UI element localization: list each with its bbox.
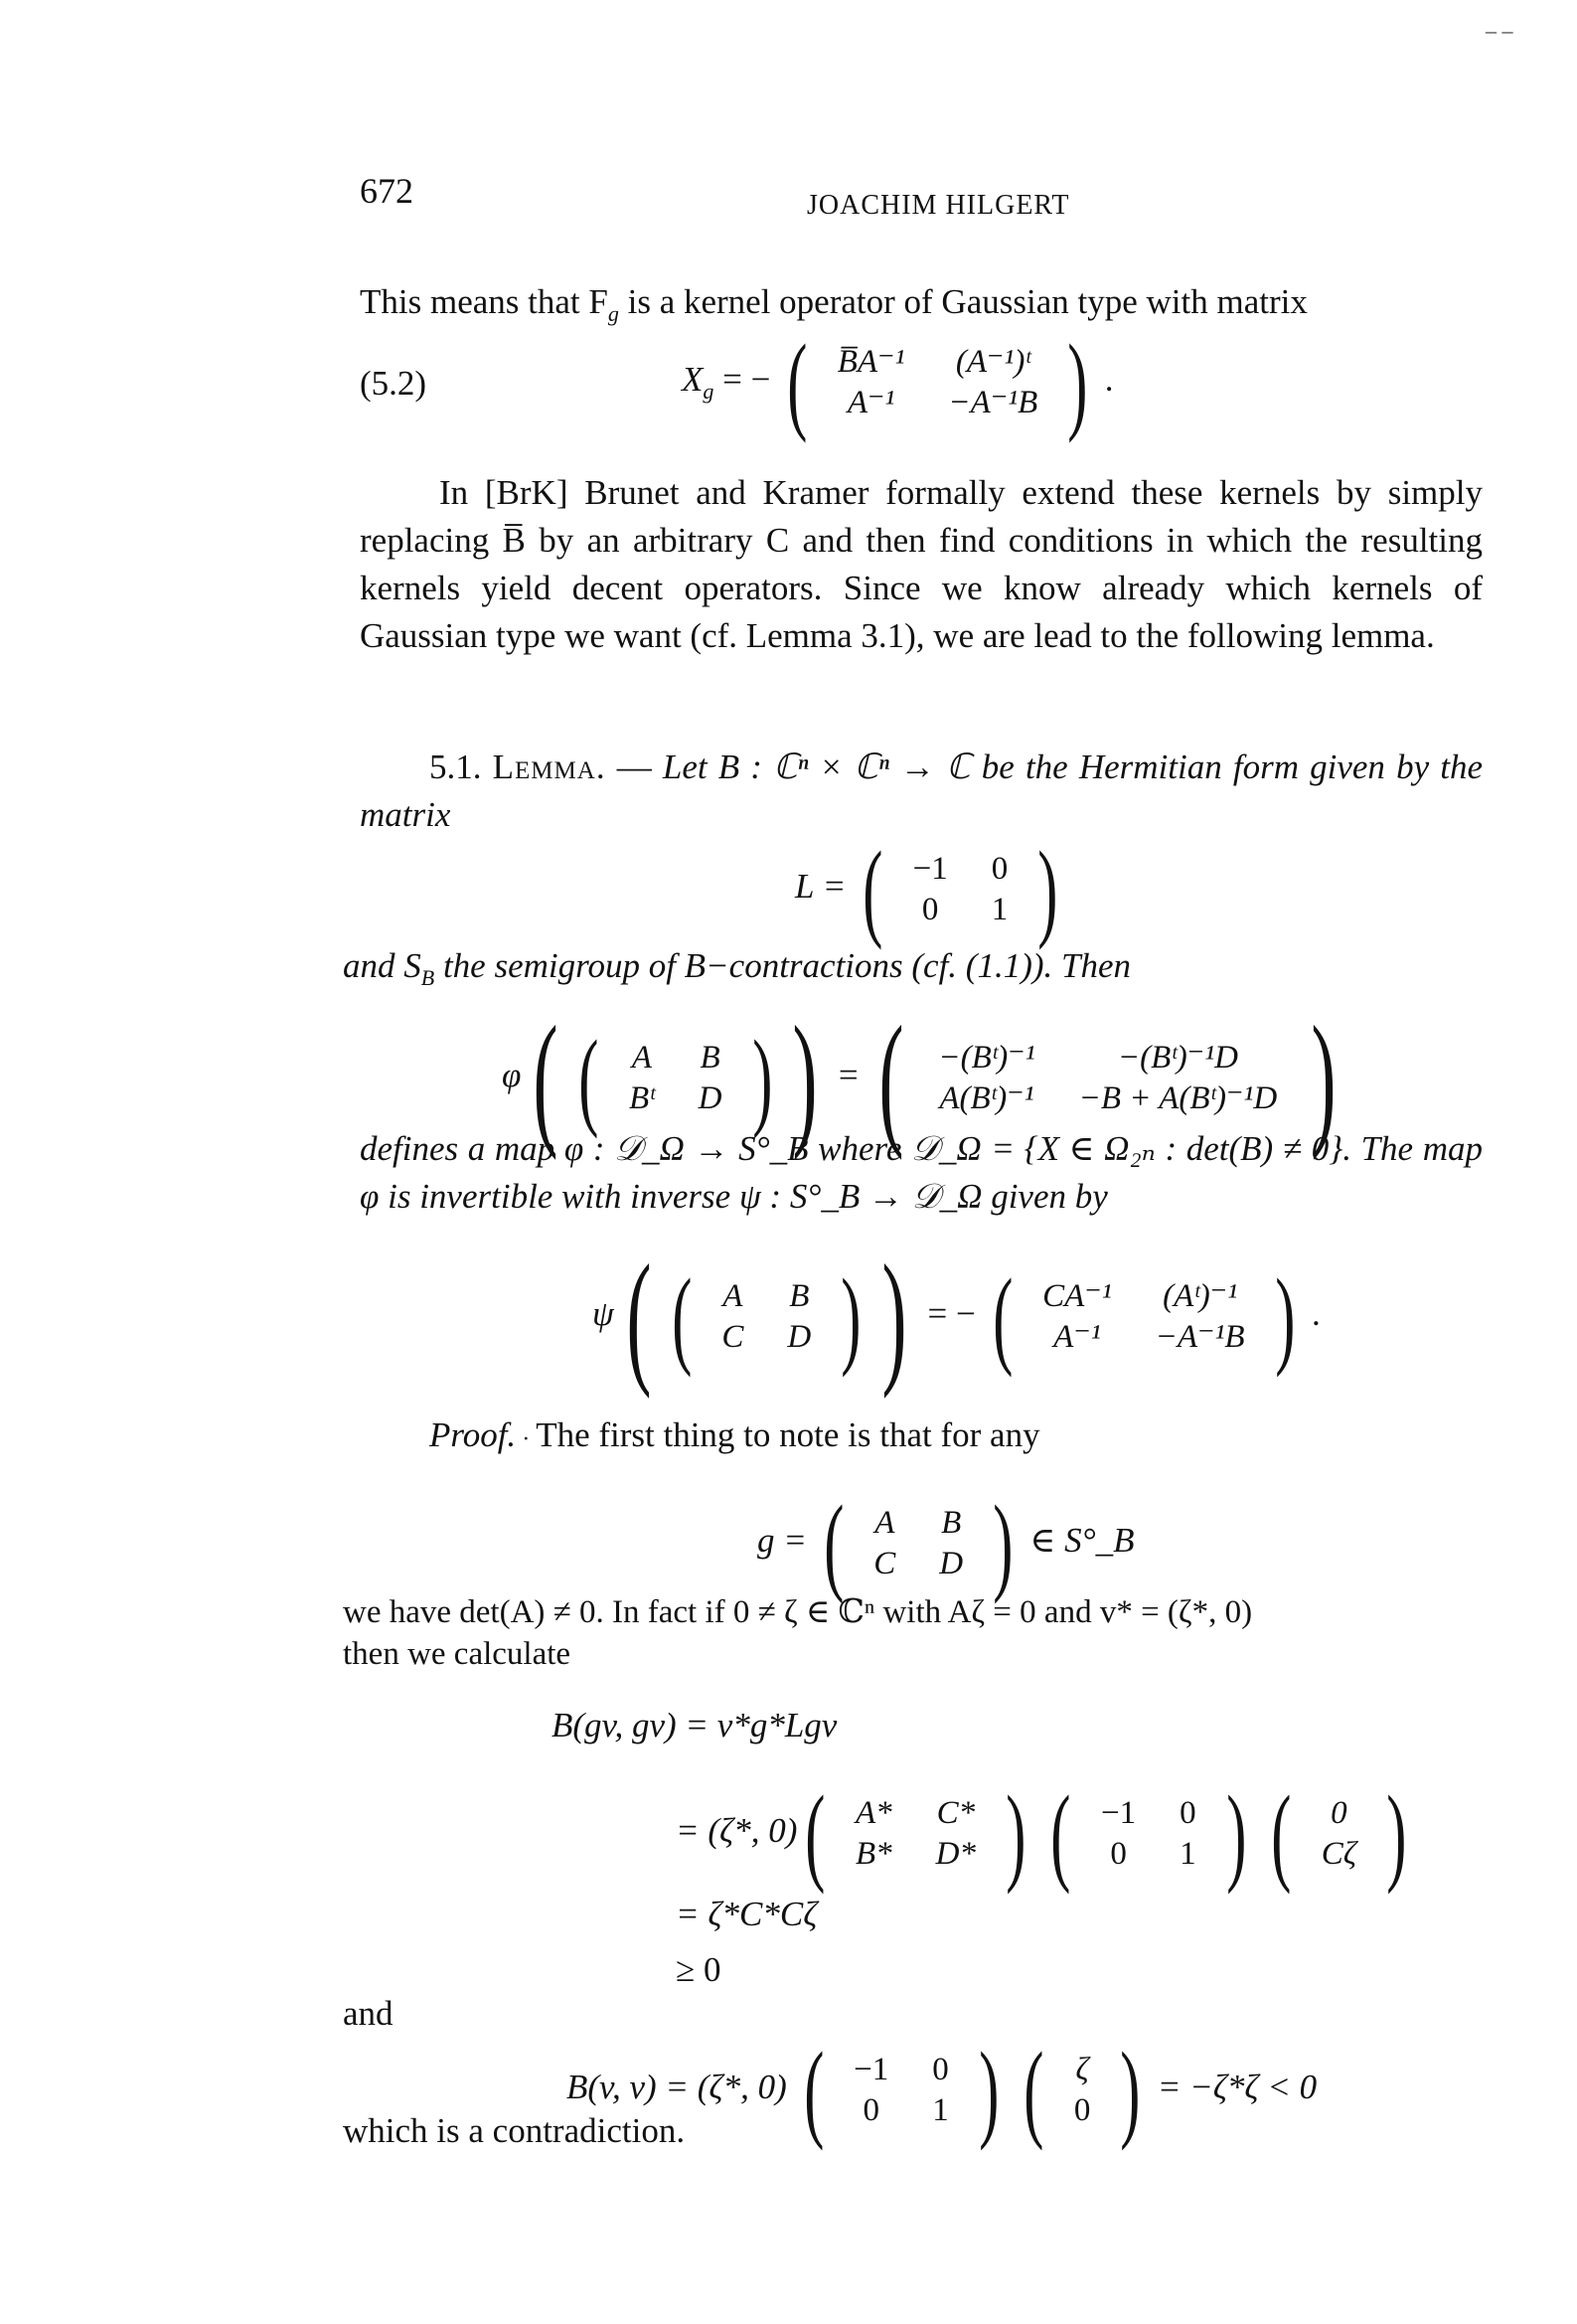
matrix-cell: 0	[1110, 1836, 1127, 1872]
matrix-cell: C*	[936, 1795, 976, 1831]
proof-line	[429, 1411, 1040, 1458]
matrix-cell: B	[789, 1278, 810, 1314]
phi-output-matrix	[916, 1038, 1299, 1119]
matrix-cell: C	[721, 1319, 744, 1355]
corner-marks: – –	[1486, 18, 1513, 43]
g-matrix-equation	[757, 1483, 1135, 1604]
g-matrix	[852, 1503, 985, 1584]
and-word: and	[343, 1994, 394, 2033]
right-paren: )	[1037, 829, 1058, 950]
left-paren: (	[578, 1018, 599, 1139]
phi-symbol: φ	[502, 1056, 522, 1095]
matrix-cell: A*	[856, 1795, 892, 1831]
right-paren: )	[1225, 1773, 1247, 1895]
right-paren: )	[979, 2030, 1000, 2151]
proof-conclusion: which is a contradiction.	[343, 2111, 686, 2150]
proof-text: The first thing to note is that for any	[536, 1415, 1040, 1454]
matrix-cell: −1	[1101, 1795, 1137, 1831]
right-paren: )	[1120, 2030, 1141, 2151]
right-paren: )	[1386, 1773, 1407, 1895]
matrix-cell: (Aᵗ)⁻¹	[1163, 1278, 1238, 1314]
left-paren: (	[805, 1773, 826, 1895]
left-paren: (	[878, 996, 904, 1161]
g-lhs: g =	[757, 1521, 807, 1561]
equals-sign: =	[838, 1056, 859, 1095]
matrix-cell: D	[787, 1319, 812, 1355]
proof-line2: we have det(A) ≠ 0. In fact if 0 ≠ ζ ∈ ℂⁿ with Aζ = 0 and v* = (ζ*, 0)	[343, 1594, 1253, 1630]
left-paren: (	[803, 2030, 824, 2151]
matrix-cell: A	[631, 1040, 652, 1076]
right-paren: )	[881, 1235, 907, 1400]
psi-map-equation	[592, 1235, 1321, 1400]
matrix-cell: 0	[921, 892, 939, 927]
equation-5-2	[682, 322, 1114, 443]
matrix-L	[795, 829, 1066, 950]
calc2-pre: = (ζ*, 0)	[676, 1811, 798, 1851]
lemma-dash: —	[605, 747, 663, 786]
matrix-cell: B*	[856, 1836, 892, 1872]
matrix-cell: 1	[1180, 1836, 1196, 1872]
eq-sign: = −	[713, 360, 771, 400]
matrix-cell: 0	[1073, 2092, 1091, 2128]
right-paren: )	[751, 1018, 772, 1139]
lemma-line3: defines a map φ : 𝒟_Ω → S°_B where 𝒟_Ω = {X ∈ Ω₂ₙ : det(B) ≠ 0}. The map φ is invertible with inverse ψ : S°_B → 𝒟_Ω given by	[360, 1129, 1483, 1216]
l-matrix	[1079, 1793, 1218, 1875]
matrix-cell: Bᵗ	[628, 1080, 655, 1116]
eq-end: .	[1104, 360, 1114, 400]
matrix-cell: 1	[991, 892, 1009, 927]
calc-line-2	[676, 1773, 1415, 1895]
calc5-post: = −ζ*ζ < 0	[1157, 2068, 1318, 2107]
matrix-l-table	[891, 849, 1030, 930]
proof-label: Proof.	[429, 1415, 517, 1454]
eq-lhs-sub: g	[703, 379, 714, 405]
matrix-cell: D	[698, 1080, 722, 1116]
matrix-cell: D*	[935, 1836, 977, 1872]
matrix-cell: −1	[854, 2052, 889, 2087]
right-paren: )	[841, 1256, 862, 1378]
right-paren: )	[1274, 1256, 1295, 1378]
right-paren: )	[1067, 322, 1088, 443]
matrix-cell: 0	[1180, 1795, 1196, 1831]
left-paren: (	[626, 1235, 652, 1400]
eq-lhs: X	[682, 360, 704, 400]
left-paren: (	[1050, 1773, 1071, 1895]
left-paren: (	[1024, 2030, 1044, 2151]
matrix-cell: A⁻¹	[1053, 1319, 1101, 1355]
left-paren: (	[533, 996, 558, 1161]
left-paren: (	[671, 1256, 693, 1378]
matrix-cell: ζ	[1075, 2052, 1089, 2087]
intro-line	[360, 278, 1308, 329]
matrix-cell: 0	[863, 2092, 879, 2128]
running-title: JOACHIM HILGERT	[807, 190, 1070, 221]
right-paren: )	[993, 1483, 1014, 1604]
matrix-cell: −(Bᵗ)⁻¹D	[1117, 1040, 1238, 1076]
matrix-cell: C	[873, 1546, 896, 1581]
proof-line3: then we calculate	[343, 1636, 571, 1672]
proof-sep: ·	[516, 1426, 537, 1452]
L-lhs: L =	[795, 867, 847, 907]
left-paren: (	[992, 1256, 1013, 1378]
right-paren: )	[1006, 1773, 1026, 1895]
l-matrix	[832, 2050, 971, 2131]
matrix-cell: A	[722, 1278, 743, 1314]
left-paren: (	[1271, 1773, 1292, 1895]
matrix-cell: 0	[932, 2052, 949, 2087]
psi-symbol: ψ	[592, 1294, 614, 1334]
calc-line-1: B(gv, gv) = v*g*Lgv	[552, 1706, 838, 1744]
matrix-cell: 0	[1331, 1795, 1347, 1831]
psi-output-matrix	[1021, 1276, 1266, 1358]
matrix-cell: CA⁻¹	[1042, 1278, 1112, 1314]
lemma-line2-sub: B	[420, 965, 435, 990]
left-paren: (	[787, 322, 808, 443]
phi-input-matrix	[607, 1038, 744, 1119]
matrix-cell: −(Bᵗ)⁻¹	[938, 1040, 1035, 1076]
matrix-cell: A⁻¹	[847, 385, 895, 420]
matrix-cell: A(Bᵗ)⁻¹	[939, 1080, 1034, 1116]
matrix-cell: 1	[932, 2092, 949, 2128]
intro-sub: g	[607, 301, 619, 326]
psi-end: .	[1311, 1294, 1321, 1334]
lemma-name: Lemma.	[492, 747, 606, 786]
matrix-xg	[816, 342, 1060, 423]
intro-text: This means that F	[360, 282, 608, 321]
calc-line-3: = ζ*C*Cζ	[676, 1895, 818, 1933]
matrix-cell: B	[700, 1040, 720, 1076]
paragraph-brk: In [BrK] Brunet and Kramer formally extend these kernels by simply replacing B̅ by an arbitrary C and then find conditions in which the resulting kernels yield decent operators. Since we know already which kernels of Gaussian type we want (cf. Lemma 3.1), we are lead to the following lemma.	[360, 473, 1483, 655]
matrix-cell: B	[941, 1505, 962, 1541]
lemma-line2-text: and S	[343, 946, 421, 985]
column-vector	[1300, 1793, 1378, 1875]
intro-text-rest: is a kernel operator of Gaussian type with matrix	[618, 282, 1308, 321]
matrix-cell: A	[874, 1505, 895, 1541]
matrix-cell: −1	[912, 851, 948, 887]
left-paren: (	[823, 1483, 845, 1604]
calc5-pre: B(v, v) = (ζ*, 0)	[566, 2068, 787, 2107]
lemma-line2	[343, 942, 1131, 993]
lemma-line2-rest: the semigroup of B−contractions (cf. (1.1)). Then	[434, 946, 1132, 985]
calc-line-4: ≥ 0	[676, 1950, 721, 1989]
lemma-statement	[360, 744, 1483, 839]
matrix-cell: −A⁻¹B	[1155, 1319, 1245, 1355]
matrix-cell: D	[939, 1546, 964, 1581]
matrix-cell: Cζ	[1321, 1836, 1357, 1872]
matrix-cell: −B + A(Bᵗ)⁻¹D	[1078, 1080, 1278, 1116]
matrix-cell: (A⁻¹)ᵗ	[955, 344, 1030, 380]
psi-eq: = −	[927, 1294, 976, 1334]
matrix-cell: −A⁻¹B	[948, 385, 1038, 420]
lemma-number: 5.1.	[429, 747, 482, 786]
right-paren: )	[1311, 996, 1337, 1161]
equation-label: (5.2)	[360, 364, 427, 403]
page-number: 672	[360, 171, 413, 211]
column-vector	[1052, 2050, 1113, 2131]
left-paren: (	[863, 829, 883, 950]
matrix-cell: B̅A⁻¹	[837, 344, 905, 380]
right-paren: )	[792, 996, 818, 1161]
matrix-cell: 0	[991, 851, 1009, 887]
adjoint-matrix	[834, 1793, 998, 1875]
g-in: ∈ S°_B	[1029, 1521, 1135, 1561]
lemma-text: Let B : ℂⁿ × ℂⁿ → ℂ be the Hermitian form given by the matrix	[360, 747, 1484, 834]
psi-input-matrix	[700, 1276, 833, 1358]
